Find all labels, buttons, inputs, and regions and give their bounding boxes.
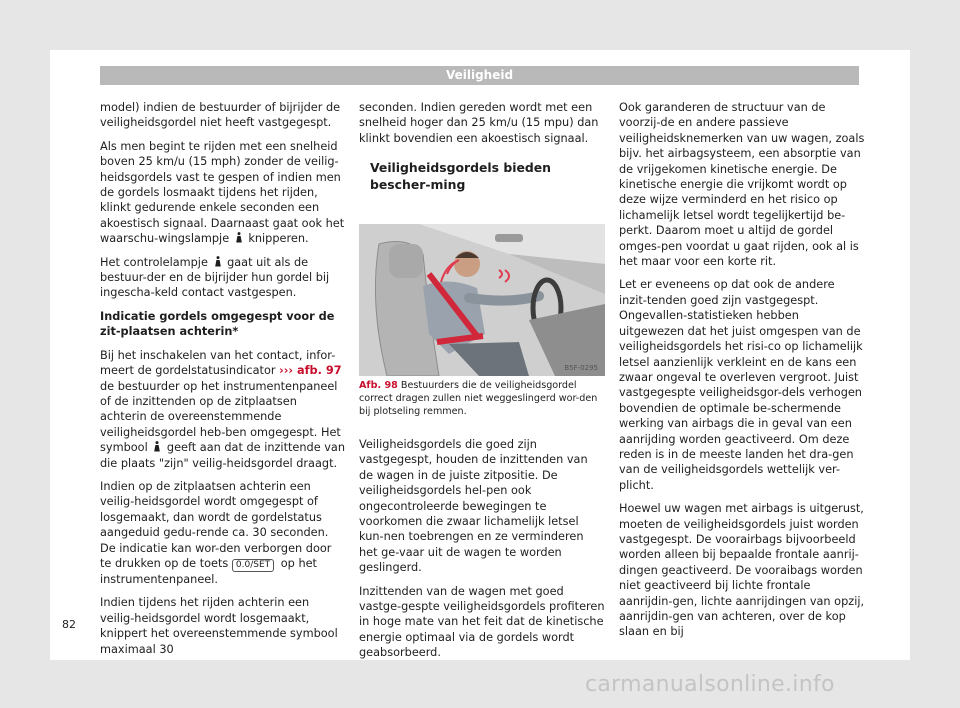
page-number: 82: [62, 618, 76, 631]
paragraph: Indien op de zitplaatsen achterin een veilig-heidsgordel wordt omgegespt of losgemaakt, dan wordt de gordelstatus aangeduid gedu-rende ca. 30 seconden. De indicatie kan wor-den verborgen door te drukken op de toets 0.0/SET op het instrumentenpaneel.: [100, 479, 332, 586]
paragraph: Hoewel uw wagen met airbags is uitgerust, moeten de veiligheidsgordels juist worden vastgegespt. De voorairbags bijvoorbeeld worden alleen bij bepaalde frontale aanrij-dingen geactiveerd. De vooraibags worden niet geactiveerd bij lichte frontale aanrijdin-gen, lichte aanrijdingen van opzij, aanrijdin-gen van achteren, over de kop slaan en bij: [619, 502, 865, 639]
seatbelt-status-icon: [153, 441, 161, 452]
figure-label: Afb. 98: [359, 380, 398, 391]
figure-reference-link[interactable]: ››› afb. 97: [279, 364, 342, 378]
figure-driver-seatbelt: [359, 224, 605, 376]
watermark: carmanualsonline.info: [585, 672, 835, 697]
paragraph: Bij het inschakelen van het contact, infor-meert de gordelstatusindicator ››› afb. 97 de bestuurder op het instrumentenpaneel of de inzittenden op de zitplaatsen achterin de overeenstemmende veiligheidsgordel heb-ben omgegespt. Het symbool geeft aan dat de inzittende van die plaats "zijn" veilig-heidsgordel draagt.: [100, 348, 346, 470]
column-1: [100, 100, 346, 665]
paragraph: seconden. Indien gereden wordt met een snelheid hoger dan 25 km/u (15 mpu) dan klinkt bovendien een akoestisch signaal.: [359, 101, 599, 145]
column-3: [619, 100, 865, 648]
paragraph: Het controlelampje gaat uit als de bestuur-der en de bijrijder hun gordel bij ingescha-keld contact vastgespen.: [100, 255, 330, 300]
driver-illustration: [359, 224, 605, 376]
paragraph: Let er eveneens op dat ook de andere inzit-tenden goed zijn vastgegespt. Ongevallen-statistieken hebben uitgewezen dat het juist omgespen van de veiligheidsgordels het risi-co op lichamelijk letsel aanzienlijk verkleint en de kans een zwaar ongeval te overleven vergroot. Juist vastgegespte veiligheidsgor-dels verhogen bovendien de optimale be-schermende werking van airbags die in geval van een aanrijding worden geactiveerd. Om deze reden is in de meeste landen het dra-gen van de veiligheidsgordels wettelijk ver-plicht.: [619, 278, 863, 492]
section-header: Veiligheid: [100, 66, 859, 85]
paragraph: model) indien de bestuurder of bijrijder de veiligheidsgordel niet heeft vastgegespt.: [100, 101, 341, 130]
paragraph: Ook garanderen de structuur van de voorzij-de en andere passieve veiligheidsknemerken van uw wagen, zoals bijv. het airbagsysteem, een absorptie van de vrijgekomen kinetische energie. De kinetische energie die vrijkomt wordt op deze wijze verminderd en het risico op lichamelijk letsel wordt tegelijkertijd be-perkt. Daarom moet u altijd de gordel omges-pen voordat u gaat rijden, ook al is het maar voor een korte rit.: [619, 101, 865, 269]
column-2-bottom: [359, 437, 605, 669]
set-key-label: 0.0/SET: [232, 559, 274, 572]
paragraph: Indien tijdens het rijden achterin een veilig-heidsgordel wordt losgemaakt, knippert het overeenstemmende symbool maximaal 30: [100, 596, 338, 656]
subheading: Indicatie gordels omgegespt voor de zit-plaatsen achterin*: [100, 309, 335, 339]
figure-caption: Afb. 98 Bestuurders die de veiligheidsgordel correct dragen zullen niet weggeslingerd wor-den bij plotseling remmen.: [359, 380, 598, 417]
figure-code: B5F-0295: [564, 364, 598, 372]
section-heading: Veiligheidsgordels bieden bescher-ming: [359, 159, 605, 193]
seatbelt-warning-icon: [214, 256, 222, 267]
seatbelt-warning-icon: [235, 232, 243, 243]
paragraph: Als men begint te rijden met een snelheid boven 25 km/u (15 mph) zonder de veilig-heidsgordels vast te gespen of indien men de gordels losmaakt tijdens het rijden, klinkt gedurende enkele seconden een akoestisch signaal. Daarnaast gaat ook het waarschu-wingslampje knipperen.: [100, 139, 345, 246]
column-2: [359, 100, 605, 193]
paragraph: Veiligheidsgordels die goed zijn vastgegespt, houden de inzittenden van de wagen in de juiste zitpositie. De veiligheidsgordels hel-pen ook ongecontroleerde bewegingen te voorkomen die zwaar lichamelijk letsel kun-nen toebrengen en ze verminderen het ge-vaar uit de wagen te worden geslingerd.: [359, 438, 588, 575]
paragraph: Inzittenden van de wagen met goed vastge-gespte veiligheidsgordels profiteren in hoge mate van het feit dat de kinetische energie optimaal via de gordels wordt geabsorbeerd.: [359, 584, 605, 660]
